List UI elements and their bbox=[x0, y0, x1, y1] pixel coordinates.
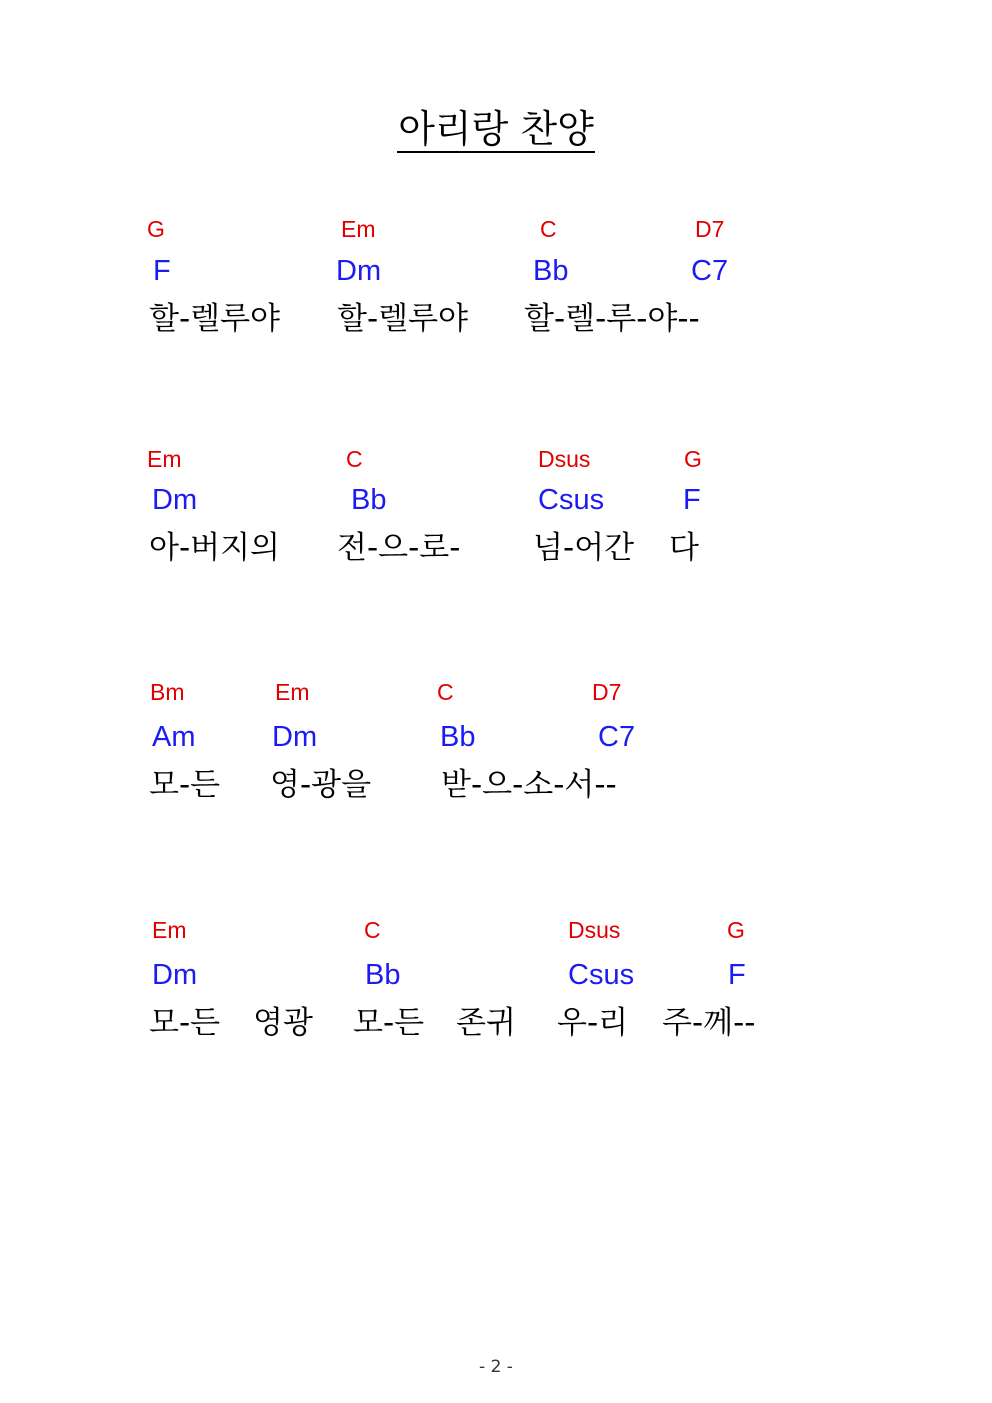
chord-primary: C bbox=[540, 216, 557, 242]
page-number: - 2 - bbox=[479, 1357, 513, 1377]
chord-primary: C bbox=[437, 679, 454, 705]
lyric-phrase: 다 bbox=[669, 530, 699, 566]
chord-primary: Em bbox=[275, 679, 310, 705]
chord-primary: Em bbox=[147, 446, 182, 472]
chord-primary: G bbox=[727, 917, 745, 943]
title-text: 아리랑 찬양 bbox=[398, 107, 594, 151]
lyric-phrase: 전-으-로- bbox=[337, 530, 461, 566]
chord-primary: Dsus bbox=[568, 917, 621, 943]
lyric-phrase: 주-께-- bbox=[662, 1005, 756, 1041]
lyric-phrase: 영광 bbox=[253, 1005, 313, 1041]
chord-primary: Dsus bbox=[538, 446, 591, 472]
chord-secondary: Bb bbox=[533, 255, 569, 287]
chord-primary: Em bbox=[341, 216, 376, 242]
lyric-phrase: 우-리 bbox=[557, 1005, 629, 1041]
lyric-phrase: 모-든 bbox=[149, 767, 221, 803]
chord-secondary: F bbox=[728, 959, 746, 991]
chord-secondary: F bbox=[153, 255, 171, 287]
lyric-phrase: 할-렐루야 bbox=[337, 301, 468, 337]
lyric-phrase: 영-광을 bbox=[270, 767, 372, 803]
lyric-phrase: 모-든 bbox=[149, 1005, 221, 1041]
chord-secondary: Dm bbox=[336, 255, 382, 287]
chord-secondary: C7 bbox=[598, 721, 636, 753]
chord-secondary: Bb bbox=[440, 721, 476, 753]
chord-secondary: F bbox=[683, 484, 701, 516]
chord-primary: G bbox=[684, 446, 702, 472]
chord-primary: G bbox=[147, 216, 165, 242]
lyric-phrase: 아-버지의 bbox=[149, 530, 280, 566]
chord-primary: D7 bbox=[592, 679, 622, 705]
chord-primary: Bm bbox=[150, 679, 185, 705]
lyric-phrase: 모-든 bbox=[353, 1005, 425, 1041]
page-title bbox=[0, 104, 992, 154]
chord-secondary: Dm bbox=[152, 484, 198, 516]
chord-secondary: Csus bbox=[538, 484, 605, 516]
chord-secondary: Bb bbox=[351, 484, 387, 516]
lyric-phrase: 할-렐루야 bbox=[149, 301, 280, 337]
chord-secondary: Bb bbox=[365, 959, 401, 991]
chord-primary: C bbox=[364, 917, 381, 943]
lyric-phrase: 존귀 bbox=[456, 1005, 516, 1041]
lyric-phrase: 넘-어간 bbox=[533, 530, 635, 566]
chord-secondary: Dm bbox=[152, 959, 198, 991]
lyric-phrase: 할-렐-루-야-- bbox=[524, 301, 700, 337]
chord-secondary: Am bbox=[152, 721, 196, 753]
chord-secondary: Dm bbox=[272, 721, 318, 753]
chord-secondary: C7 bbox=[691, 255, 729, 287]
chord-primary: C bbox=[346, 446, 363, 472]
chord-primary: D7 bbox=[695, 216, 725, 242]
lyric-phrase: 받-으-소-서-- bbox=[441, 767, 617, 803]
chord-primary: Em bbox=[152, 917, 187, 943]
chord-secondary: Csus bbox=[568, 959, 635, 991]
